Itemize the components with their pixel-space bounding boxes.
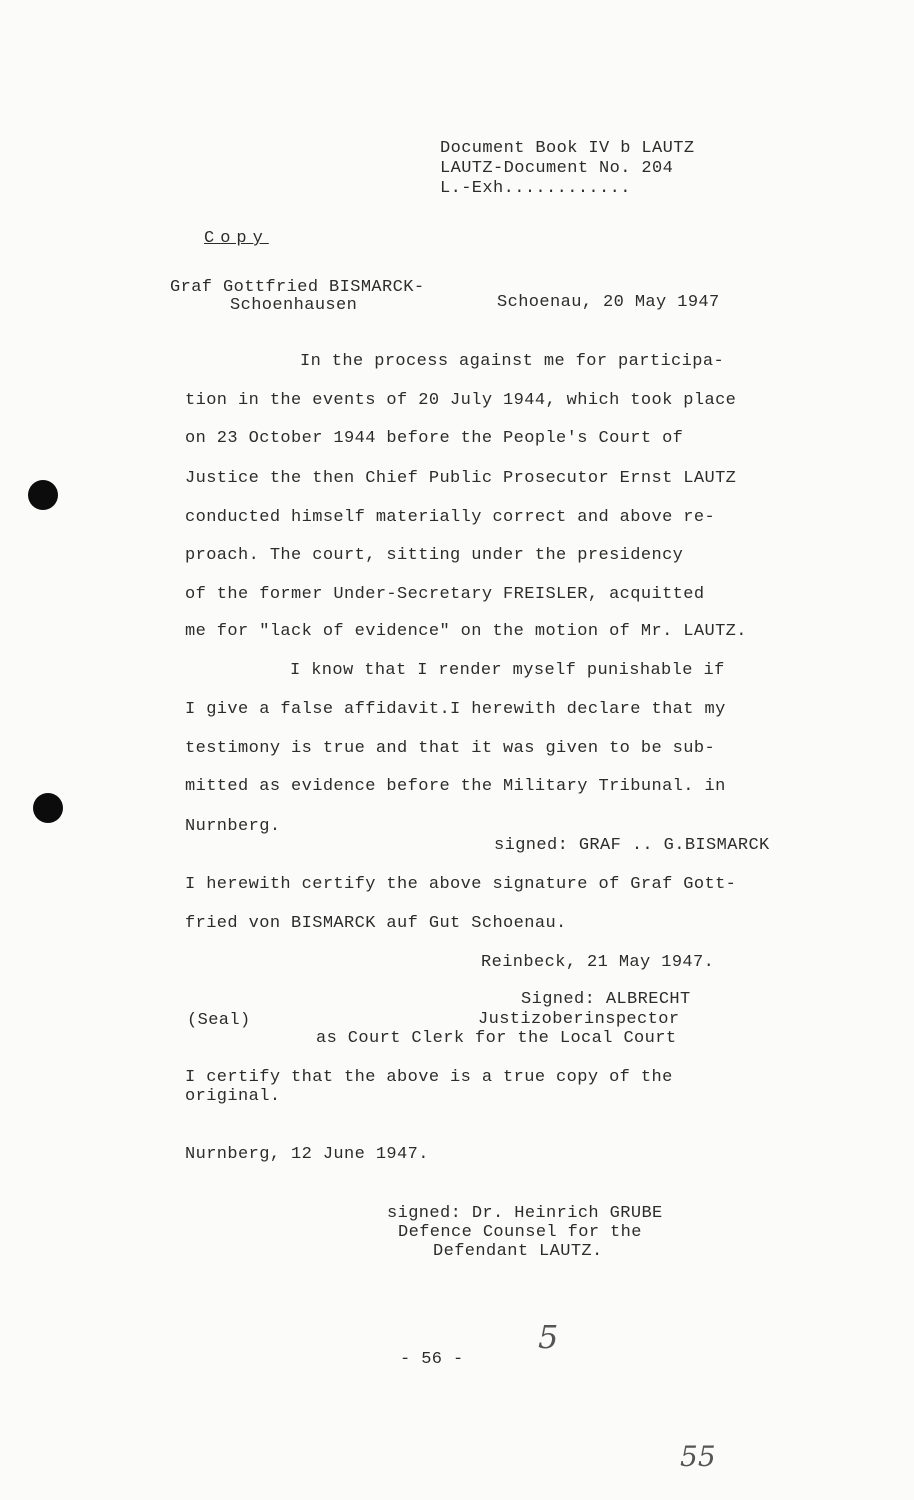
certification-date: Reinbeck, 21 May 1947. [481, 953, 715, 972]
body-line: conducted himself materially correct and above re- [185, 508, 716, 527]
punch-hole-top [28, 480, 58, 510]
certification-line: I herewith certify the above signature of Graf Gott- [185, 875, 737, 894]
body-line: testimony is true and that it was given to be sub- [185, 739, 716, 758]
counsel-line-2: Defence Counsel for the [398, 1223, 642, 1242]
body-line: Nurnberg. [185, 817, 281, 836]
body-line: on 23 October 1944 before the People's Court of [185, 429, 684, 448]
sender-name: Graf Gottfried BISMARCK- [170, 278, 425, 297]
sender-place: Schoenhausen [230, 296, 358, 315]
true-copy-line: original. [185, 1087, 281, 1106]
body-line: Justice the then Chief Public Prosecutor Ernst LAUTZ [185, 469, 737, 488]
body-line: me for "lack of evidence" on the motion of Mr. LAUTZ. [185, 622, 747, 641]
body-line: tion in the events of 20 July 1944, which took place [185, 391, 737, 410]
clerk-signed: Signed: ALBRECHT [521, 990, 691, 1009]
body-line: In the process against me for participa- [300, 352, 725, 371]
place-date: Schoenau, 20 May 1947 [497, 293, 720, 312]
handwritten-mark: 55 [680, 1440, 716, 1473]
body-line: proach. The court, sitting under the presidency [185, 546, 684, 565]
page-number: - 56 - [400, 1350, 464, 1369]
body-line: I know that I render myself punishable if [290, 661, 725, 680]
header-line-1: Document Book IV b LAUTZ [440, 139, 695, 158]
counsel-line-1: signed: Dr. Heinrich GRUBE [387, 1204, 663, 1223]
body-line: of the former Under-Secretary FREISLER, acquitted [185, 585, 705, 604]
clerk-title: Justizoberinspector [478, 1010, 680, 1029]
true-copy-line: I certify that the above is a true copy of the [185, 1068, 673, 1087]
clerk-role: as Court Clerk for the Local Court [316, 1029, 677, 1048]
seal-label: (Seal) [187, 1011, 251, 1030]
header-line-3: L.-Exh............ [440, 179, 631, 198]
certification-line: fried von BISMARCK auf Gut Schoenau. [185, 914, 567, 933]
body-line: I give a false affidavit.I herewith declare that my [185, 700, 726, 719]
signature-line: signed: GRAF .. G.BISMARCK [494, 836, 770, 855]
counsel-line-3: Defendant LAUTZ. [433, 1242, 603, 1261]
header-line-2: LAUTZ-Document No. 204 [440, 159, 674, 178]
handwritten-mark: 5 [538, 1318, 559, 1356]
body-line: mitted as evidence before the Military Tribunal. in [185, 777, 726, 796]
punch-hole-bottom [33, 793, 63, 823]
copy-label: Copy [204, 229, 269, 248]
final-date: Nurnberg, 12 June 1947. [185, 1145, 429, 1164]
